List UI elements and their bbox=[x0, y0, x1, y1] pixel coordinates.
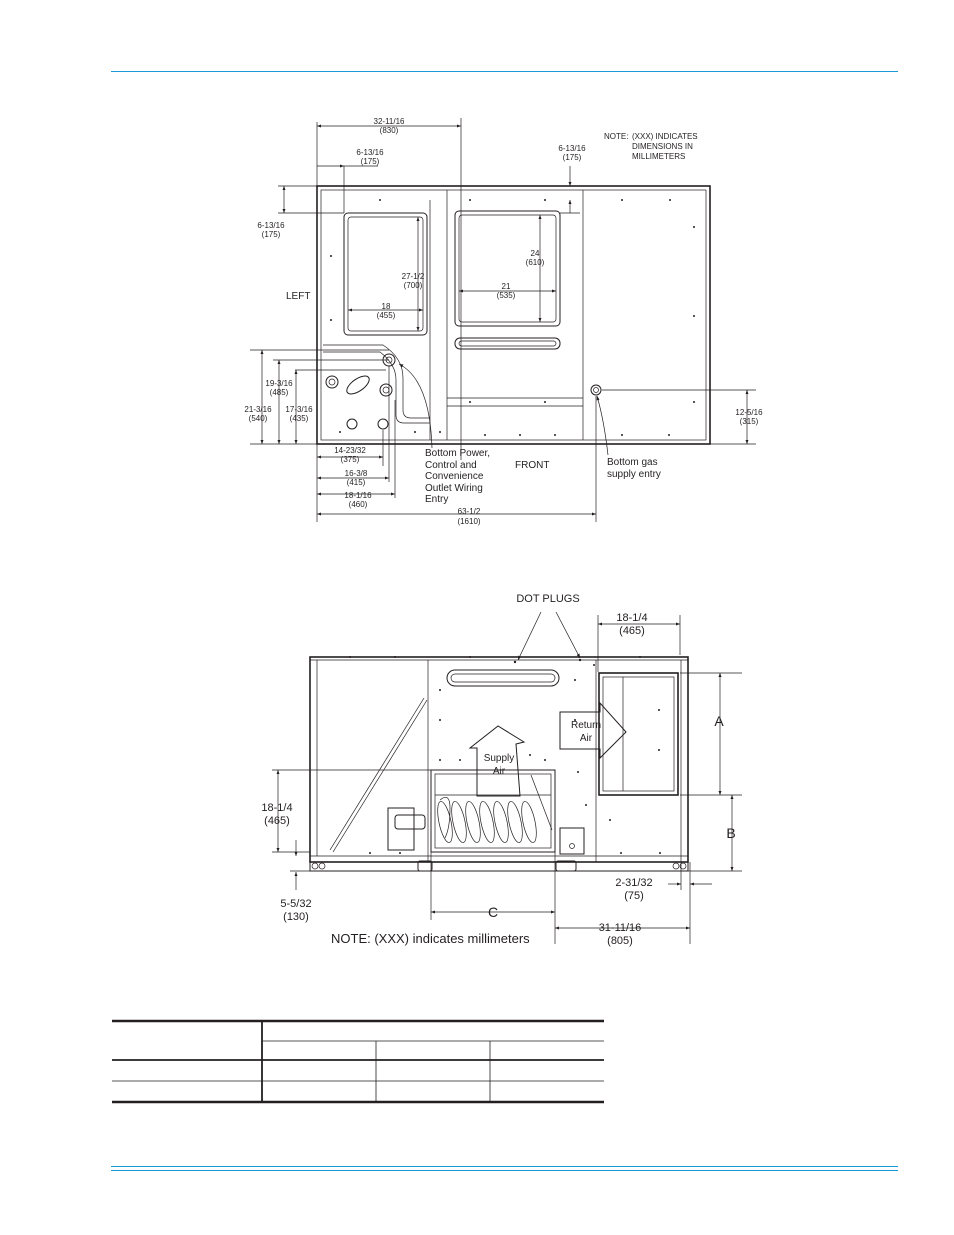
top-note-label: NOTE: bbox=[604, 132, 629, 141]
svg-text:supply entry: supply entry bbox=[607, 469, 661, 480]
dim-18-1-4-left: 18-1/4 bbox=[261, 802, 293, 814]
svg-text:(130): (130) bbox=[283, 911, 309, 923]
dim-19-3-16: 19-3/16 bbox=[265, 379, 293, 388]
footer-rule bbox=[111, 1166, 898, 1171]
dim-18-1-4-top: 18-1/4 bbox=[616, 612, 648, 624]
svg-text:Control and: Control and bbox=[425, 460, 477, 471]
svg-text:(XXX) INDICATES: (XXX) INDICATES bbox=[632, 132, 698, 141]
svg-text:MILLIMETERS: MILLIMETERS bbox=[632, 152, 686, 161]
dim-21: 21 bbox=[501, 282, 511, 291]
svg-text:(465): (465) bbox=[264, 815, 290, 827]
svg-text:(485): (485) bbox=[269, 388, 289, 397]
gas-entry-label: Bottom gas bbox=[607, 457, 658, 468]
dim-21-3-16: 21-3/16 bbox=[244, 405, 272, 414]
svg-text:Air: Air bbox=[579, 733, 593, 744]
svg-text:(535): (535) bbox=[496, 291, 516, 300]
dim-63-1-2: 63-1/2 bbox=[457, 507, 481, 516]
top-view-drawing bbox=[244, 117, 763, 526]
svg-text:(700): (700) bbox=[403, 281, 423, 290]
power-entry-label: Bottom Power, bbox=[425, 448, 491, 459]
label-b: B bbox=[726, 825, 736, 841]
svg-text:Outlet Wiring: Outlet Wiring bbox=[425, 483, 483, 494]
svg-text:DIMENSIONS IN: DIMENSIONS IN bbox=[632, 142, 693, 151]
dim-27-1-2: 27-1/2 bbox=[401, 272, 425, 281]
dim-6-13-16-a: 6-13/16 bbox=[356, 148, 384, 157]
dim-14-23-32: 14-23/32 bbox=[334, 446, 366, 455]
svg-text:(460): (460) bbox=[348, 500, 368, 509]
side-note: NOTE: (XXX) indicates millimeters bbox=[331, 931, 530, 946]
svg-text:(175): (175) bbox=[562, 153, 582, 162]
dim-18: 18 bbox=[381, 302, 391, 311]
dim-24: 24 bbox=[530, 249, 540, 258]
dim-16-3-8: 16-3/8 bbox=[344, 469, 368, 478]
svg-text:(610): (610) bbox=[525, 258, 545, 267]
dot-plugs-label: DOT PLUGS bbox=[516, 593, 580, 605]
dim-32-11-16: 32-11/16 bbox=[373, 117, 405, 126]
return-air-label: Return bbox=[570, 720, 602, 731]
svg-text:(315): (315) bbox=[739, 417, 759, 426]
svg-text:(75): (75) bbox=[624, 890, 644, 902]
svg-text:Convenience: Convenience bbox=[425, 471, 484, 482]
dim-6-13-16-b: 6-13/16 bbox=[257, 221, 285, 230]
svg-text:(830): (830) bbox=[379, 126, 399, 135]
dim-5-5-32: 5-5/32 bbox=[280, 898, 312, 910]
svg-text:(175): (175) bbox=[360, 157, 380, 166]
label-a: A bbox=[714, 713, 724, 729]
svg-text:(805): (805) bbox=[607, 935, 633, 947]
gas-entry-knockout bbox=[591, 385, 601, 395]
dim-2-31-32: 2-31/32 bbox=[615, 877, 653, 889]
svg-text:(1610): (1610) bbox=[457, 517, 481, 526]
svg-text:(375): (375) bbox=[340, 455, 360, 464]
svg-text:(465): (465) bbox=[619, 625, 645, 637]
supply-opening bbox=[455, 211, 560, 326]
svg-text:Entry: Entry bbox=[425, 494, 449, 505]
dimension-table bbox=[112, 1021, 604, 1102]
dim-12-5-16: 12-5/16 bbox=[735, 408, 763, 417]
svg-text:(455): (455) bbox=[376, 311, 396, 320]
svg-text:(540): (540) bbox=[248, 414, 268, 423]
dim-6-13-16-c: 6-13/16 bbox=[558, 144, 586, 153]
supply-air-label: Supply bbox=[483, 753, 515, 764]
left-label: LEFT bbox=[286, 291, 311, 302]
svg-text:(435): (435) bbox=[289, 414, 309, 423]
svg-text:(175): (175) bbox=[261, 230, 281, 239]
label-c: C bbox=[487, 904, 499, 920]
dim-17-3-16: 17-3/16 bbox=[285, 405, 313, 414]
side-view-drawing bbox=[261, 593, 742, 947]
dim-31-11-16: 31-11/16 bbox=[598, 922, 642, 934]
svg-text:Air: Air bbox=[492, 766, 506, 777]
dim-18-1-16: 18-1/16 bbox=[344, 491, 372, 500]
svg-text:(415): (415) bbox=[346, 478, 366, 487]
front-label: FRONT bbox=[515, 460, 550, 471]
